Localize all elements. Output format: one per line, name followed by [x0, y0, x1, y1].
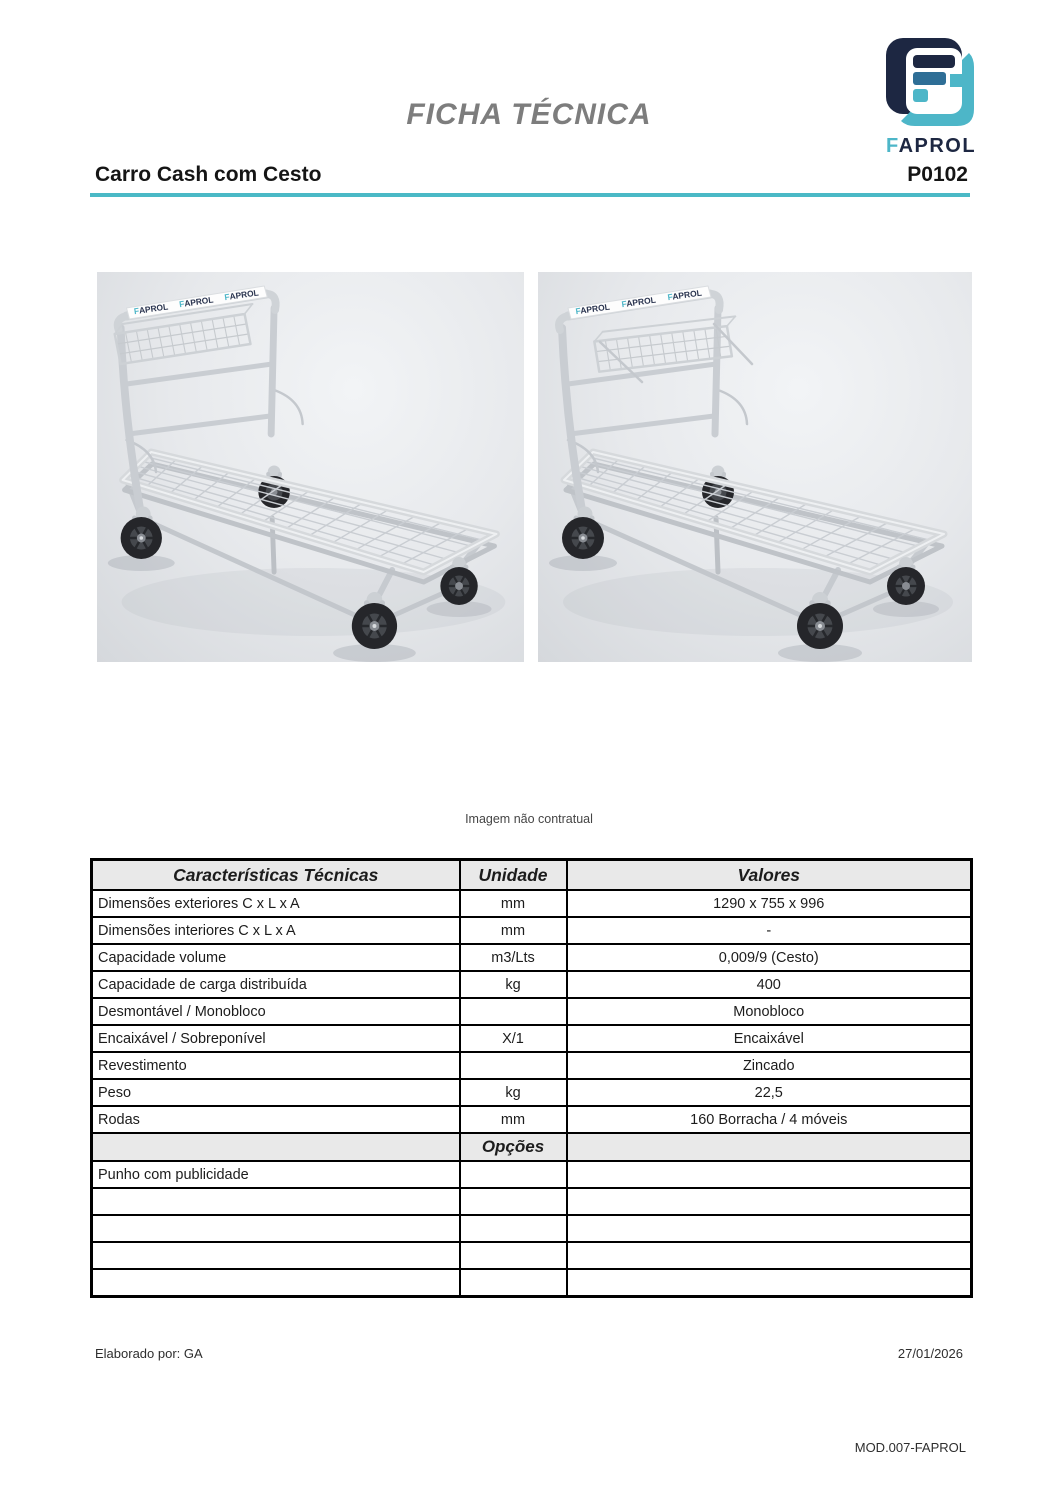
options-header: Opções — [460, 1133, 567, 1161]
spec-name: Rodas — [92, 1106, 460, 1133]
spec-unit: mm — [460, 890, 567, 917]
table-row — [92, 1161, 972, 1188]
table-row — [92, 998, 972, 1025]
spec-name: Peso — [92, 1079, 460, 1106]
table-row — [92, 1052, 972, 1079]
option-name — [92, 1188, 460, 1215]
document-reference: MOD.007-FAPROL — [854, 1440, 966, 1455]
option-unit — [460, 1215, 567, 1242]
product-code: P0102 — [907, 163, 968, 186]
option-name: Punho com publicidade — [92, 1161, 460, 1188]
table-row — [92, 1106, 972, 1133]
spec-value: Encaixável — [567, 1025, 972, 1052]
spec-name: Encaixável / Sobreponível — [92, 1025, 460, 1052]
option-unit — [460, 1161, 567, 1188]
options-header-row — [92, 1133, 972, 1161]
spec-name: Capacidade volume — [92, 944, 460, 971]
image-disclaimer: Imagem não contratual — [465, 812, 593, 826]
spec-table — [90, 858, 973, 1298]
spec-value: Zincado — [567, 1052, 972, 1079]
col-header-caracteristicas: Características Técnicas — [92, 860, 460, 891]
spec-value: - — [567, 917, 972, 944]
option-value — [567, 1215, 972, 1242]
brand-letters-aprol: APROL — [898, 135, 977, 157]
options-spacer — [567, 1133, 972, 1161]
option-value — [567, 1269, 972, 1297]
spec-name: Revestimento — [92, 1052, 460, 1079]
table-row — [92, 917, 972, 944]
col-header-unidade: Unidade — [460, 860, 567, 891]
options-spacer — [92, 1133, 460, 1161]
spec-value: 22,5 — [567, 1079, 972, 1106]
table-row — [92, 1242, 972, 1269]
option-unit — [460, 1242, 567, 1269]
spec-unit: X/1 — [460, 1025, 567, 1052]
title-underline — [90, 193, 970, 197]
brand-letter-f: F — [885, 135, 899, 157]
brand-logo — [884, 36, 978, 158]
table-row — [92, 944, 972, 971]
option-name — [92, 1215, 460, 1242]
product-image-basket-extended — [538, 272, 972, 662]
table-row — [92, 1215, 972, 1242]
table-row — [92, 890, 972, 917]
spec-unit: mm — [460, 917, 567, 944]
spec-name: Dimensões exteriores C x L x A — [92, 890, 460, 917]
elaborated-by: Elaborado por: GA — [95, 1346, 203, 1361]
cart-render-2 — [538, 272, 972, 662]
product-title-line — [90, 163, 970, 193]
spec-unit: kg — [460, 1079, 567, 1106]
spec-value: 0,009/9 (Cesto) — [567, 944, 972, 971]
table-row — [92, 1188, 972, 1215]
spec-name: Dimensões interiores C x L x A — [92, 917, 460, 944]
spec-unit: m3/Lts — [460, 944, 567, 971]
option-unit — [460, 1188, 567, 1215]
col-header-valores: Valores — [567, 860, 972, 891]
product-name: Carro Cash com Cesto — [95, 163, 322, 186]
option-value — [567, 1242, 972, 1269]
document-title: FICHA TÉCNICA — [406, 98, 652, 131]
spec-unit: mm — [460, 1106, 567, 1133]
spec-value: Monobloco — [567, 998, 972, 1025]
spec-header-row — [92, 860, 972, 891]
product-image-basket-folded — [97, 272, 524, 662]
option-name — [92, 1242, 460, 1269]
spec-value: 160 Borracha / 4 móveis — [567, 1106, 972, 1133]
cart-render-1 — [97, 272, 524, 662]
document-date: 27/01/2026 — [897, 1346, 963, 1361]
option-unit — [460, 1269, 567, 1297]
spec-value: 400 — [567, 971, 972, 998]
option-name — [92, 1269, 460, 1297]
spec-unit — [460, 1052, 567, 1079]
option-value — [567, 1161, 972, 1188]
spec-unit — [460, 998, 567, 1025]
spec-name: Capacidade de carga distribuída — [92, 971, 460, 998]
table-row — [92, 1269, 972, 1297]
table-row — [92, 1079, 972, 1106]
spec-name: Desmontável / Monobloco — [92, 998, 460, 1025]
spec-value: 1290 x 755 x 996 — [567, 890, 972, 917]
brand-logo-wordmark — [884, 135, 978, 158]
table-row — [92, 1025, 972, 1052]
option-value — [567, 1188, 972, 1215]
spec-unit: kg — [460, 971, 567, 998]
table-row — [92, 971, 972, 998]
